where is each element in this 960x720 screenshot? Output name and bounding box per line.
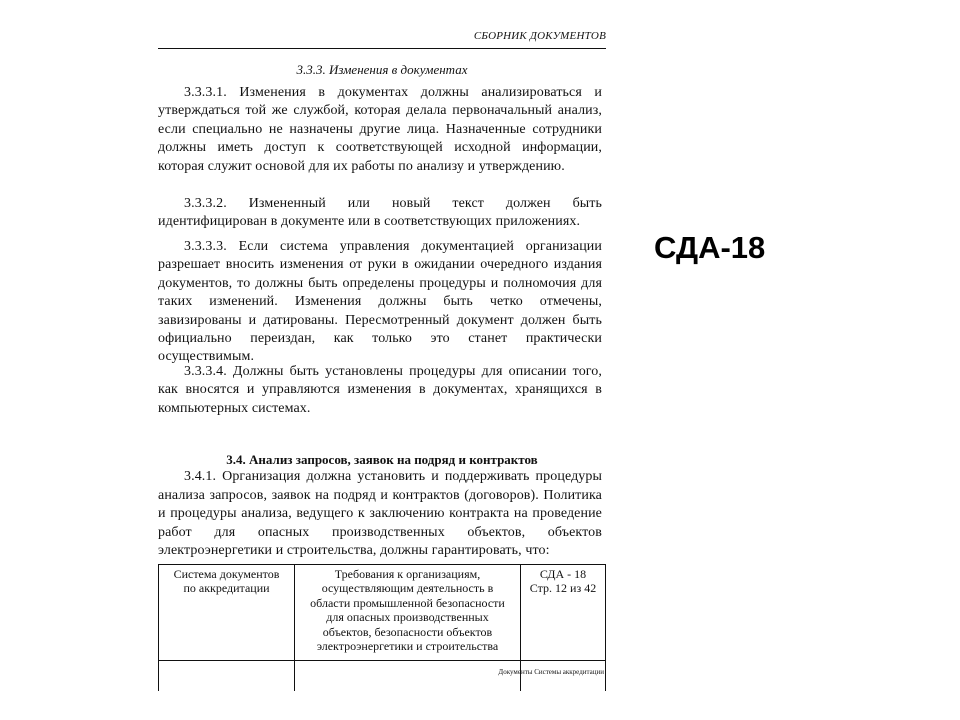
- paragraph-3-4-1: 3.4.1. Организация должна установить и поддерживать процедуры анализа запросов, заявок на подряд и контрактов (договоров). Политика и процедуры анализа, ведущего к заключению контракта на проведение работ для опасных производственных объектов, объектов электроэнергетики и строительства, должны гарантировать, что:: [158, 469, 602, 559]
- footer-text: объектов, безопасности объектов: [322, 624, 493, 639]
- section-title-3-3-3: 3.3.3. Изменения в документах: [296, 62, 468, 77]
- footer-doc-code: СДА - 18: [539, 567, 587, 581]
- footer-page-number: Стр. 12 из 42: [529, 581, 597, 596]
- footer-text: по аккредитации: [183, 581, 270, 596]
- paragraph-3-3-3-3: 3.3.3.3. Если система управления документацией организации разрешает вносить изменения от руки в ожидании очередного издания документов, то должны быть определены процедуры и полномочия для таких изменений. Изменения должны быть четко отмечены, завизированы и датированы. Пересмотренный документ должен быть официально переиздан, как только это станет практически осуществимым.: [158, 239, 602, 365]
- paragraph-3-3-3-2: 3.3.3.2. Измененный или новый текст должен быть идентифицирован в документе или в соответствующих приложениях.: [158, 196, 602, 230]
- footer-rule: [158, 660, 606, 661]
- footer-text: электроэнергетики и строительства: [316, 639, 499, 654]
- section-title-3-4: 3.4. Анализ запросов, заявок на подряд и контрактов: [226, 452, 538, 467]
- footer-text: области промышленной безопасности: [310, 595, 505, 610]
- header-rule: [158, 48, 606, 49]
- footer-text: Система документов: [173, 567, 280, 581]
- footer-note: Документы Системы аккредитации: [498, 668, 604, 676]
- footer-text: осуществляющим деятельность в: [321, 581, 494, 596]
- paragraph-3-3-3-1: 3.3.3.1. Изменения в документах должны анализироваться и утверждаться той же службой, которая делала первоначальный анализ, если специально не назначены другие лица. Назначенные сотрудники должны иметь доступ к соответствующей исходной информации, которая служит основой для их работы по анализу и утверждению.: [158, 85, 602, 174]
- footer-text: для опасных производственных: [326, 610, 489, 625]
- footer-text: Требования к организациям,: [334, 567, 481, 581]
- scanned-page: [158, 28, 606, 688]
- running-head: СБОРНИК ДОКУМЕНТОВ: [473, 30, 606, 42]
- paragraph-3-3-3-4: 3.3.3.4. Должны быть установлены процедуры для описании того, как вносятся и управляются изменения в документах, хранящихся в компьютерных системах.: [158, 364, 602, 416]
- document-code-label: СДА-18: [654, 230, 766, 265]
